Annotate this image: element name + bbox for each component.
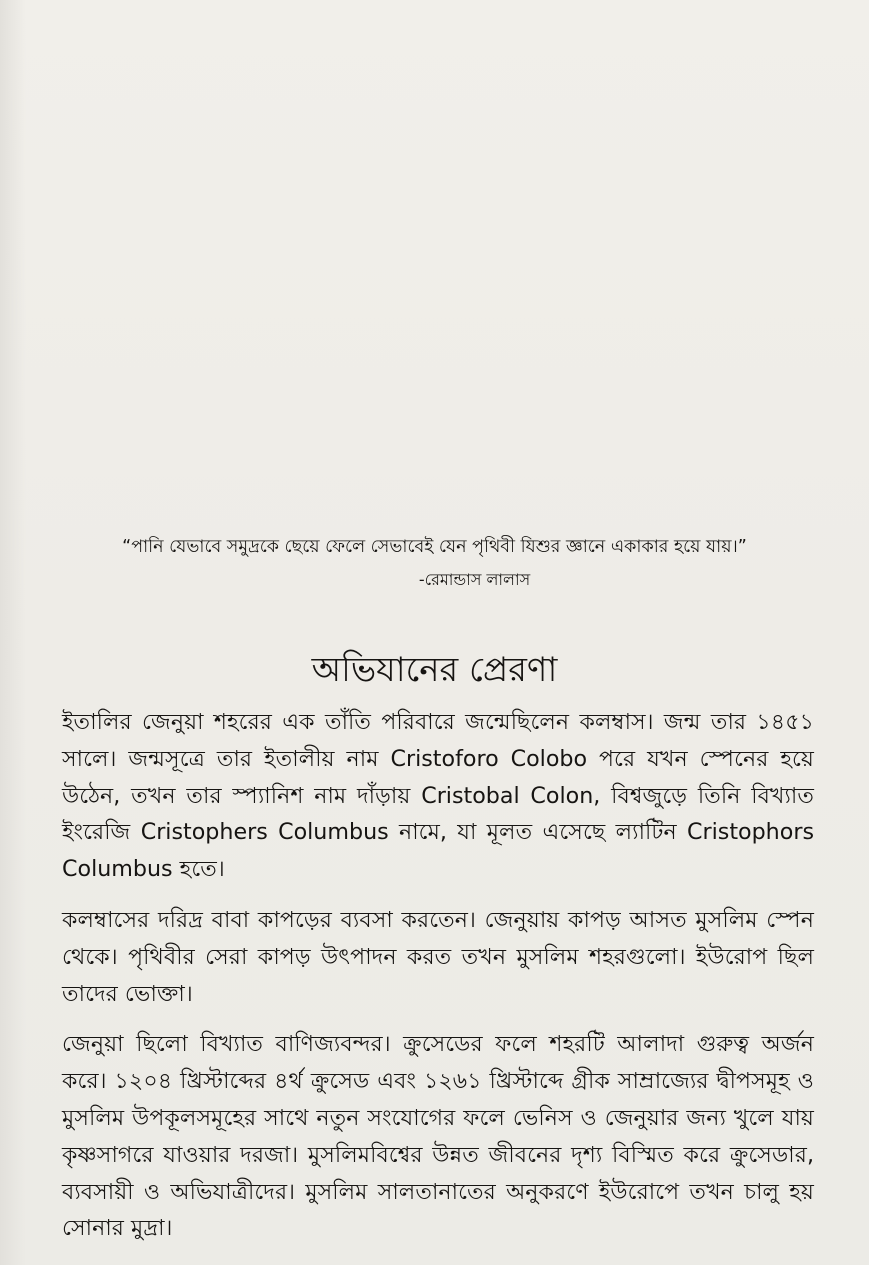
paragraph-1: ইতালির জেনুয়া শহরের এক তাঁতি পরিবারে জন্মেছিলেন কলম্বাস। জন্ম তার ১৪৫১ সালে। জন্মসূত্রে তার ইতালীয় নাম Cristoforo Colobo পরে যখন স্পেনের হয়ে উঠেন, তখন তার স্প্যানিশ নাম দাঁড়ায় Cristobal Colon, বিশ্বজুড়ে তিনি বিখ্যাত ইংরেজি Cristophers Columbus নামে, যা মূলত এসেছে ল্যাটিন Cristophors Columbus হতে। (62, 709, 814, 883)
epigraph-author: -রেমান্ডাস লালাস (418, 570, 531, 589)
epigraph-quote: “পানি যেভাবে সমুদ্রকে ছেয়ে ফেলে সেভাবেই যেন পৃথিবী যিশুর জ্ঞানে একাকার হয়ে যায়।” (122, 537, 747, 557)
paragraph-2: কলম্বাসের দরিদ্র বাবা কাপড়ের ব্যবসা করতেন। জেনুয়ায় কাপড় আসত মুসলিম স্পেন থেকে। পৃথিবীর সেরা কাপড় উৎপাদন করত তখন মুসলিম শহরগুলো। ইউরোপ ছিল তাদের ভোক্তা। (62, 906, 814, 1007)
paragraph-3: জেনুয়া ছিলো বিখ্যাত বাণিজ্যবন্দর। ক্রুসেডের ফলে শহরটি আলাদা গুরুত্ব অর্জন করে। ১২০৪ খ্রিস্টাব্দের ৪র্থ ক্রুসেড এবং ১২৬১ খ্রিস্টাব্দে গ্রীক সাম্রাজ্যের দ্বীপসমূহ ও মুসলিম উপকূলসমূহের সাথে নতুন সংযোগের ফলে ভেনিস ও জেনুয়ার জন্য খুলে যায় কৃষ্ণসাগরে যাওয়ার দরজা। মুসলিমবিশ্বের উন্নত জীবনের দৃশ্য বিস্মিত করে ক্রুসেডার, ব্যবসায়ী ও অভিযাত্রীদের। মুসলিম সালতানাতের অনুকরণে ইউরোপে তখন চালু হয় সোনার মুদ্রা। (62, 1031, 814, 1242)
page-spine-shadow (0, 0, 26, 1265)
epigraph (40, 533, 829, 593)
chapter-body (62, 704, 814, 1261)
chapter-title: অভিযানের প্রেরণা (311, 650, 558, 690)
